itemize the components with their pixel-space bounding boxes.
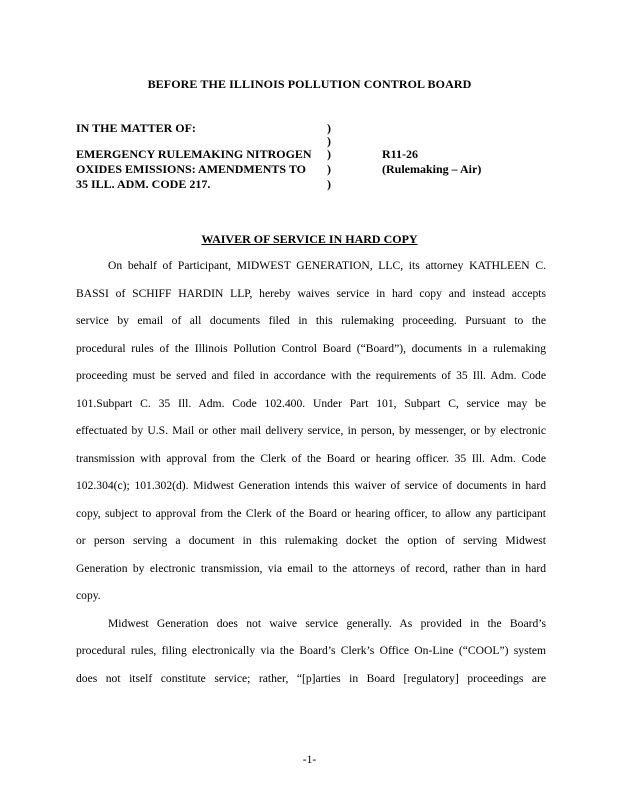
paragraph-line: effectuated by U.S. Mail or other mail delivery service, in person, by messenger, or by electronic <box>76 424 546 437</box>
caption-line: OXIDES EMISSIONS: AMENDMENTS TO <box>76 162 306 176</box>
caption-paren: ) <box>327 177 331 191</box>
paragraph-line: 102.304(c); 101.302(d). Midwest Generation intends this waiver of service of documents in hard <box>76 479 546 492</box>
paragraph-line: procedural rules, filing electronically via the Board’s Clerk’s Office On-Line (“COOL”) system <box>76 644 546 657</box>
paragraph-line: transmission with approval from the Clerk of the Board or hearing officer. 35 Ill. Adm. Code <box>76 452 546 465</box>
paragraph-line: Midwest Generation does not waive service generally. As provided in the Board’s <box>108 617 546 630</box>
court-title: BEFORE THE ILLINOIS POLLUTION CONTROL BOARD <box>147 77 472 91</box>
page-number: -1- <box>302 754 317 766</box>
docket-number: R11-26 <box>382 147 418 161</box>
paragraph-line: BASSI of SCHIFF HARDIN LLP, hereby waives service in hard copy and instead accepts <box>76 287 546 300</box>
caption-line: IN THE MATTER OF: <box>76 121 196 135</box>
caption-paren: ) <box>327 162 331 176</box>
paragraph-line: procedural rules of the Illinois Pollution Control Board (“Board”), documents in a rulemaking <box>76 342 546 355</box>
waiver-title: WAIVER OF SERVICE IN HARD COPY <box>201 232 418 246</box>
caption-paren: ) <box>327 121 331 135</box>
paragraph-line: 101.Subpart C. 35 Ill. Adm. Code 102.400. Under Part 101, Subpart C, service may be <box>76 397 546 410</box>
caption-line: 35 ILL. ADM. CODE 217. <box>76 177 211 191</box>
paragraph-line: copy, subject to approval from the Clerk of the Board or hearing officer, to allow any participant <box>76 507 546 520</box>
caption-paren: ) <box>327 134 331 148</box>
paragraph-line: or person serving a document in this rulemaking docket the option of serving Midwest <box>76 534 546 547</box>
paragraph-line: does not itself constitute service; rather, “[p]arties in Board [regulatory] proceedings are <box>76 672 546 685</box>
docket-type: (Rulemaking – Air) <box>382 162 482 176</box>
caption-line: EMERGENCY RULEMAKING NITROGEN <box>76 147 312 161</box>
paragraph-line: proceeding must be served and filed in accordance with the requirements of 35 Ill. Adm. Code <box>76 369 546 382</box>
caption-paren: ) <box>327 147 331 161</box>
paragraph-line: Generation by electronic transmission, via email to the attorneys of record, rather than in hard <box>76 562 546 575</box>
paragraph-line: On behalf of Participant, MIDWEST GENERATION, LLC, its attorney KATHLEEN C. <box>108 259 546 272</box>
paragraph-line: service by email of all documents filed in this rulemaking proceeding. Pursuant to the <box>76 314 546 327</box>
paragraph-line: copy. <box>76 589 101 602</box>
